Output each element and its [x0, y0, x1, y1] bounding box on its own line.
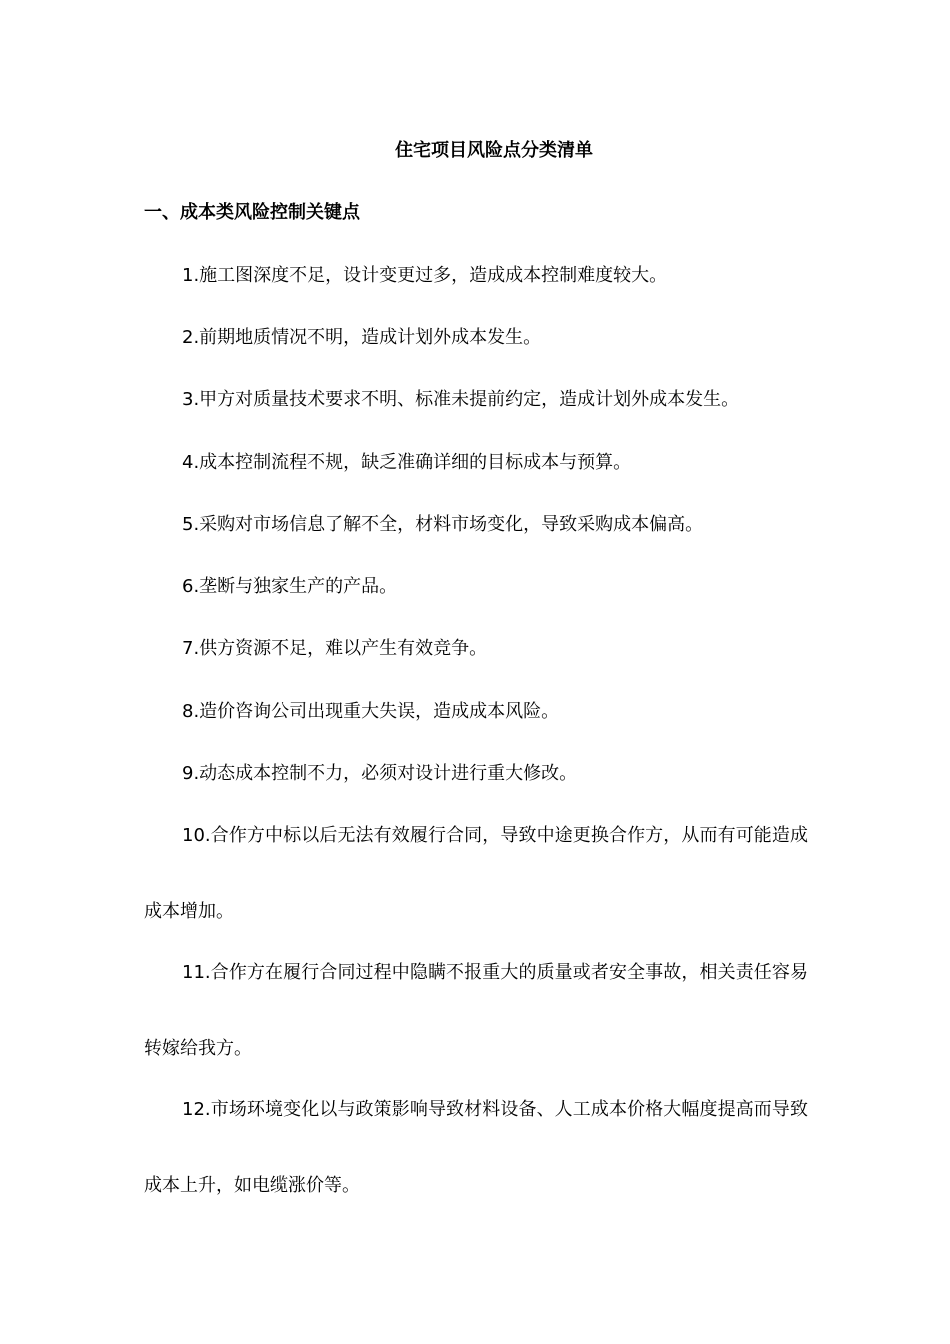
list-item: 6.垄断与独家生产的产品。	[182, 576, 398, 597]
list-item: 4.成本控制流程不规，缺乏准确详细的目标成本与预算。	[182, 452, 632, 473]
list-item: 12.市场环境变化以与政策影响导致材料设备、人工成本价格大幅度提高而导致成本上升，如电缆涨价等。	[144, 1099, 808, 1196]
list-item: 8.造价咨询公司出现重大失误，造成成本风险。	[182, 701, 560, 722]
list-item: 3.甲方对质量技术要求不明、标准未提前约定，造成计划外成本发生。	[182, 389, 740, 410]
list-item: 2.前期地质情况不明，造成计划外成本发生。	[182, 327, 542, 348]
document-title: 住宅项目风险点分类清单	[395, 140, 593, 161]
list-item: 11.合作方在履行合同过程中隐瞒不报重大的质量或者安全事故，相关责任容易转嫁给我方。	[144, 962, 808, 1059]
section-heading: 一、成本类风险控制关键点	[144, 202, 360, 223]
list-item: 1.施工图深度不足，设计变更过多，造成成本控制难度较大。	[182, 265, 668, 286]
list-item: 5.采购对市场信息了解不全，材料市场变化，导致采购成本偏高。	[182, 514, 704, 535]
list-item: 7.供方资源不足，难以产生有效竞争。	[182, 638, 488, 659]
list-item: 10.合作方中标以后无法有效履行合同，导致中途更换合作方，从而有可能造成成本增加。	[144, 825, 808, 922]
list-item: 9.动态成本控制不力，必须对设计进行重大修改。	[182, 763, 578, 784]
